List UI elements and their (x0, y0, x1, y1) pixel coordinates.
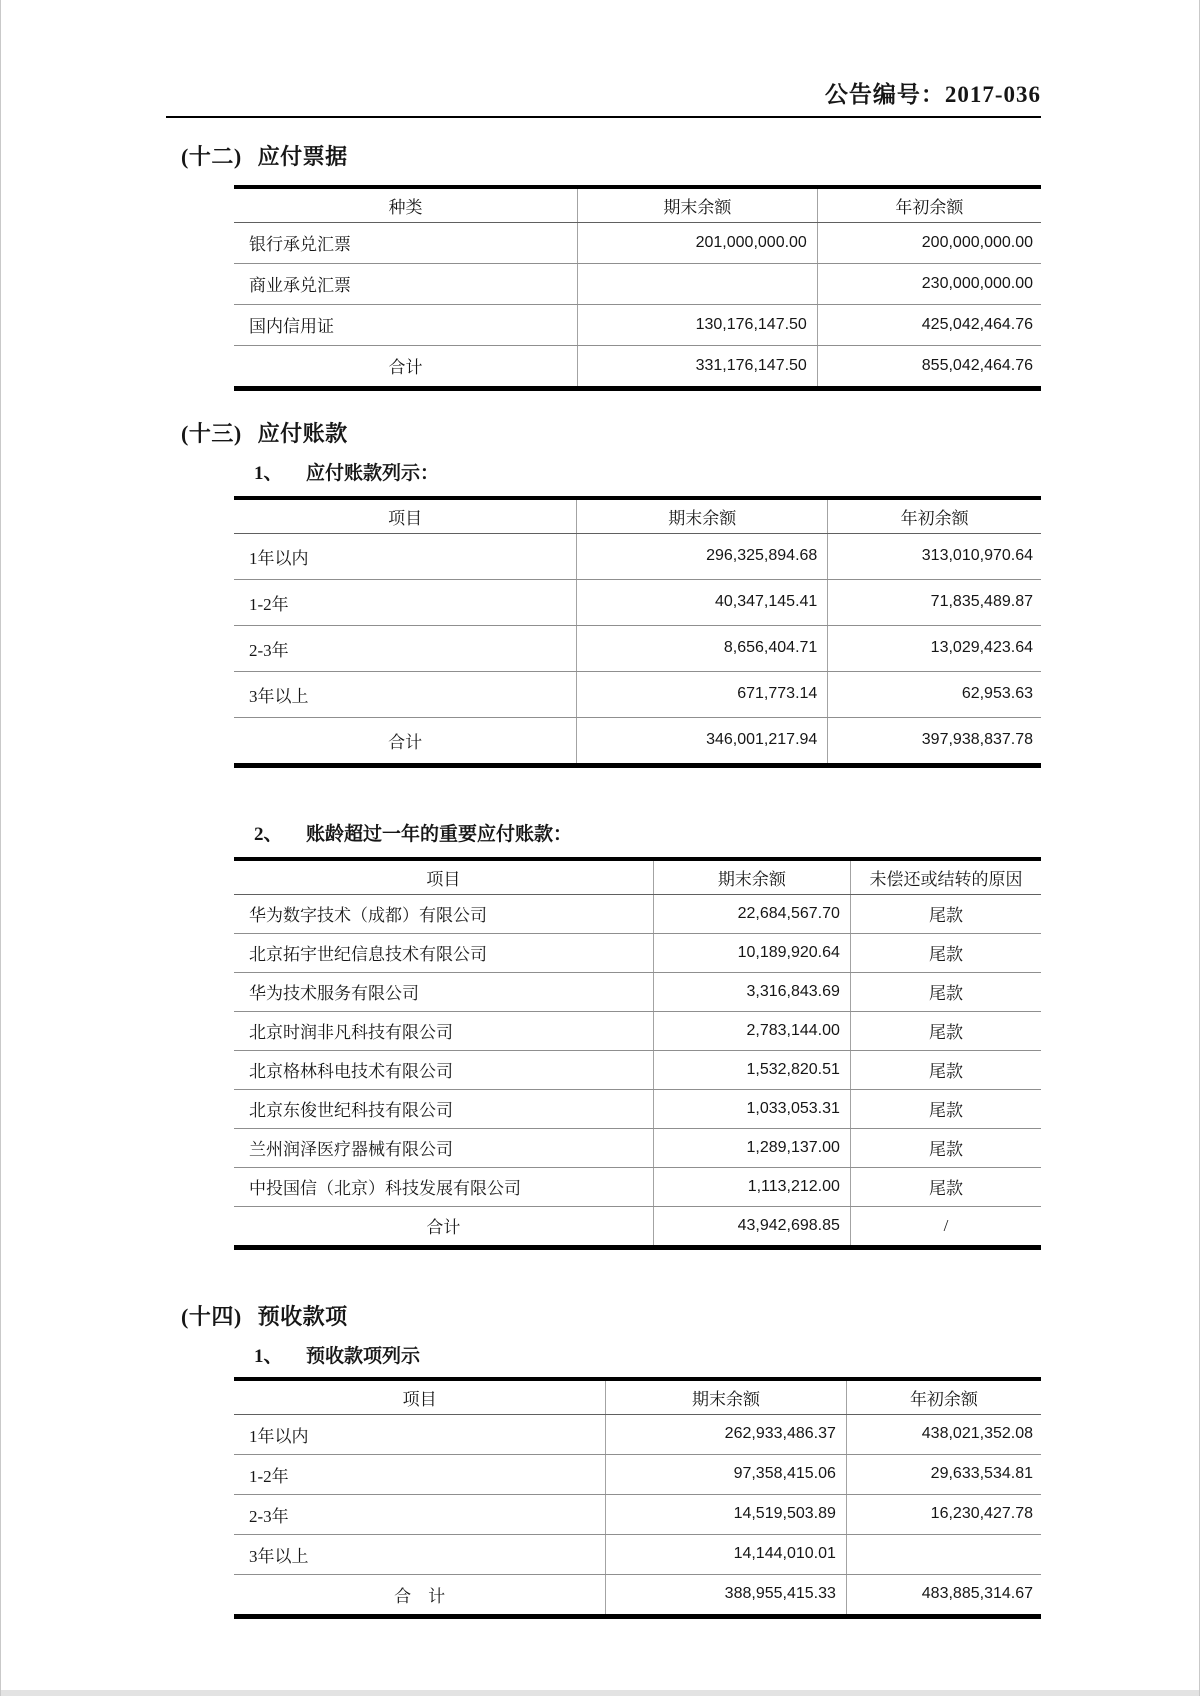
table-cell: 425,042,464.76 (817, 304, 1041, 345)
table-row (234, 222, 1041, 263)
table-cell: 262,933,486.37 (606, 1414, 847, 1454)
table-cell: 2-3年 (234, 625, 577, 671)
table-row (234, 894, 1041, 933)
table-cell: 合 计 (234, 1574, 606, 1616)
table-cell: 1年以内 (234, 533, 577, 579)
table-cell: 尾款 (850, 1050, 1041, 1089)
column-header: 年初余额 (817, 187, 1041, 223)
section-title-text: 预收款项 (257, 1303, 348, 1329)
table-cell: 1,113,212.00 (653, 1167, 850, 1206)
table-cell: 671,773.14 (577, 671, 828, 717)
table-cell: 483,885,314.67 (846, 1574, 1041, 1616)
table-cell: 合计 (234, 1206, 653, 1247)
table-row (234, 625, 1041, 671)
table-cell: 合计 (234, 717, 577, 765)
table-cell: 230,000,000.00 (817, 263, 1041, 304)
table-header-row (234, 859, 1041, 895)
table-cell: 10,189,920.64 (653, 933, 850, 972)
table-cell: 438,021,352.08 (846, 1414, 1041, 1454)
table-row (234, 1167, 1041, 1206)
announcement-number: 公告编号：2017-036 (824, 82, 1041, 107)
total-row (234, 345, 1041, 388)
table-cell: 尾款 (850, 1167, 1041, 1206)
table-cell: 3年以上 (234, 1534, 606, 1574)
table-cell: 1,532,820.51 (653, 1050, 850, 1089)
column-header: 未偿还或结转的原因 (850, 859, 1041, 895)
table-cell: 2-3年 (234, 1494, 606, 1534)
table-cell: 1,033,053.31 (653, 1089, 850, 1128)
table-row (234, 972, 1041, 1011)
table-cell: 中投国信（北京）科技发展有限公司 (234, 1167, 653, 1206)
table-cell: 尾款 (850, 1128, 1041, 1167)
table-cell: 397,938,837.78 (828, 717, 1041, 765)
table-cell: 华为技术服务有限公司 (234, 972, 653, 1011)
section-12-title (181, 144, 1041, 170)
table-cell: 北京格林科电技术有限公司 (234, 1050, 653, 1089)
table-row (234, 1494, 1041, 1534)
table-cell: 200,000,000.00 (817, 222, 1041, 263)
table-cell: 346,001,217.94 (577, 717, 828, 765)
table-row (234, 1011, 1041, 1050)
sub-label-text: 预收款项列示 (306, 1346, 421, 1368)
table-cell: 尾款 (850, 1089, 1041, 1128)
table-row (234, 304, 1041, 345)
table-cell: 71,835,489.87 (828, 579, 1041, 625)
table-cell: / (850, 1206, 1041, 1247)
advances-received-list-label (254, 1346, 1041, 1369)
header-rule (166, 116, 1041, 118)
column-header: 期末余额 (577, 498, 828, 534)
table-cell: 13,029,423.64 (828, 625, 1041, 671)
column-header: 种类 (234, 187, 577, 223)
table-header-row (234, 187, 1041, 223)
table-cell: 8,656,404.71 (577, 625, 828, 671)
table-cell: 银行承兑汇票 (234, 222, 577, 263)
table-cell: 尾款 (850, 933, 1041, 972)
table-cell: 14,144,010.01 (606, 1534, 847, 1574)
important-accounts-payable-table (234, 857, 1041, 1250)
table-cell: 华为数字技术（成都）有限公司 (234, 894, 653, 933)
table-cell: 北京拓宇世纪信息技术有限公司 (234, 933, 653, 972)
table-row (234, 671, 1041, 717)
sub-label-text: 账龄超过一年的重要应付账款： (306, 823, 573, 845)
column-header: 项目 (234, 1379, 606, 1415)
table-header-row (234, 1379, 1041, 1415)
table-cell: 北京东俊世纪科技有限公司 (234, 1089, 653, 1128)
table-cell: 43,942,698.85 (653, 1206, 850, 1247)
accounts-payable-list-label (254, 463, 1041, 486)
column-header: 项目 (234, 859, 653, 895)
table-row (234, 1534, 1041, 1574)
sub-label-number: 1、 (254, 463, 283, 485)
column-header: 期末余额 (606, 1379, 847, 1415)
total-row (234, 717, 1041, 765)
section-number: (十二) (181, 144, 242, 170)
table-cell (577, 263, 817, 304)
total-row (234, 1206, 1041, 1247)
important-accounts-payable-label (254, 824, 1041, 847)
table-row (234, 1128, 1041, 1167)
notes-payable-table (234, 185, 1041, 391)
sub-label-text: 应付账款列示： (306, 463, 440, 485)
table-cell: 尾款 (850, 1011, 1041, 1050)
table-cell: 尾款 (850, 894, 1041, 933)
table-row (234, 1089, 1041, 1128)
table-cell: 2,783,144.00 (653, 1011, 850, 1050)
table-cell: 855,042,464.76 (817, 345, 1041, 388)
table-row (234, 1454, 1041, 1494)
table-cell: 29,633,534.81 (846, 1454, 1041, 1494)
page-content (1, 0, 1041, 1619)
column-header: 年初余额 (846, 1379, 1041, 1415)
table-cell: 3年以上 (234, 671, 577, 717)
column-header: 期末余额 (653, 859, 850, 895)
table-cell: 北京时润非凡科技有限公司 (234, 1011, 653, 1050)
table-row (234, 1414, 1041, 1454)
table-cell: 国内信用证 (234, 304, 577, 345)
table-cell: 16,230,427.78 (846, 1494, 1041, 1534)
table-header-row (234, 498, 1041, 534)
table-cell: 201,000,000.00 (577, 222, 817, 263)
column-header: 项目 (234, 498, 577, 534)
advances-received-table (234, 1377, 1041, 1619)
sub-label-number: 2、 (254, 823, 283, 845)
table-cell: 296,325,894.68 (577, 533, 828, 579)
table-cell: 合计 (234, 345, 577, 388)
table-cell: 1,289,137.00 (653, 1128, 850, 1167)
table-cell: 130,176,147.50 (577, 304, 817, 345)
sub-label-number: 1、 (254, 1346, 283, 1368)
table-cell: 62,953.63 (828, 671, 1041, 717)
table-cell: 313,010,970.64 (828, 533, 1041, 579)
column-header: 期末余额 (577, 187, 817, 223)
table-cell: 388,955,415.33 (606, 1574, 847, 1616)
table-cell: 商业承兑汇票 (234, 263, 577, 304)
table-row (234, 1050, 1041, 1089)
table-cell: 1年以内 (234, 1414, 606, 1454)
table-cell: 97,358,415.06 (606, 1454, 847, 1494)
section-13-title (181, 421, 1041, 447)
table-cell (846, 1534, 1041, 1574)
table-cell: 3,316,843.69 (653, 972, 850, 1011)
table-row (234, 579, 1041, 625)
table-row (234, 263, 1041, 304)
table-cell: 14,519,503.89 (606, 1494, 847, 1534)
table-cell: 331,176,147.50 (577, 345, 817, 388)
table-cell: 兰州润泽医疗器械有限公司 (234, 1128, 653, 1167)
table-row (234, 933, 1041, 972)
accounts-payable-aging-table (234, 496, 1041, 768)
table-cell: 40,347,145.41 (577, 579, 828, 625)
table-cell: 1-2年 (234, 1454, 606, 1494)
total-row (234, 1574, 1041, 1616)
section-title-text: 应付账款 (257, 420, 348, 446)
section-14-title (181, 1304, 1041, 1330)
column-header: 年初余额 (828, 498, 1041, 534)
section-number: (十三) (181, 420, 242, 446)
table-cell: 1-2年 (234, 579, 577, 625)
table-cell: 尾款 (850, 972, 1041, 1011)
table-cell: 22,684,567.70 (653, 894, 850, 933)
section-title-text: 应付票据 (257, 144, 348, 170)
section-number: (十四) (181, 1303, 242, 1329)
table-row (234, 533, 1041, 579)
